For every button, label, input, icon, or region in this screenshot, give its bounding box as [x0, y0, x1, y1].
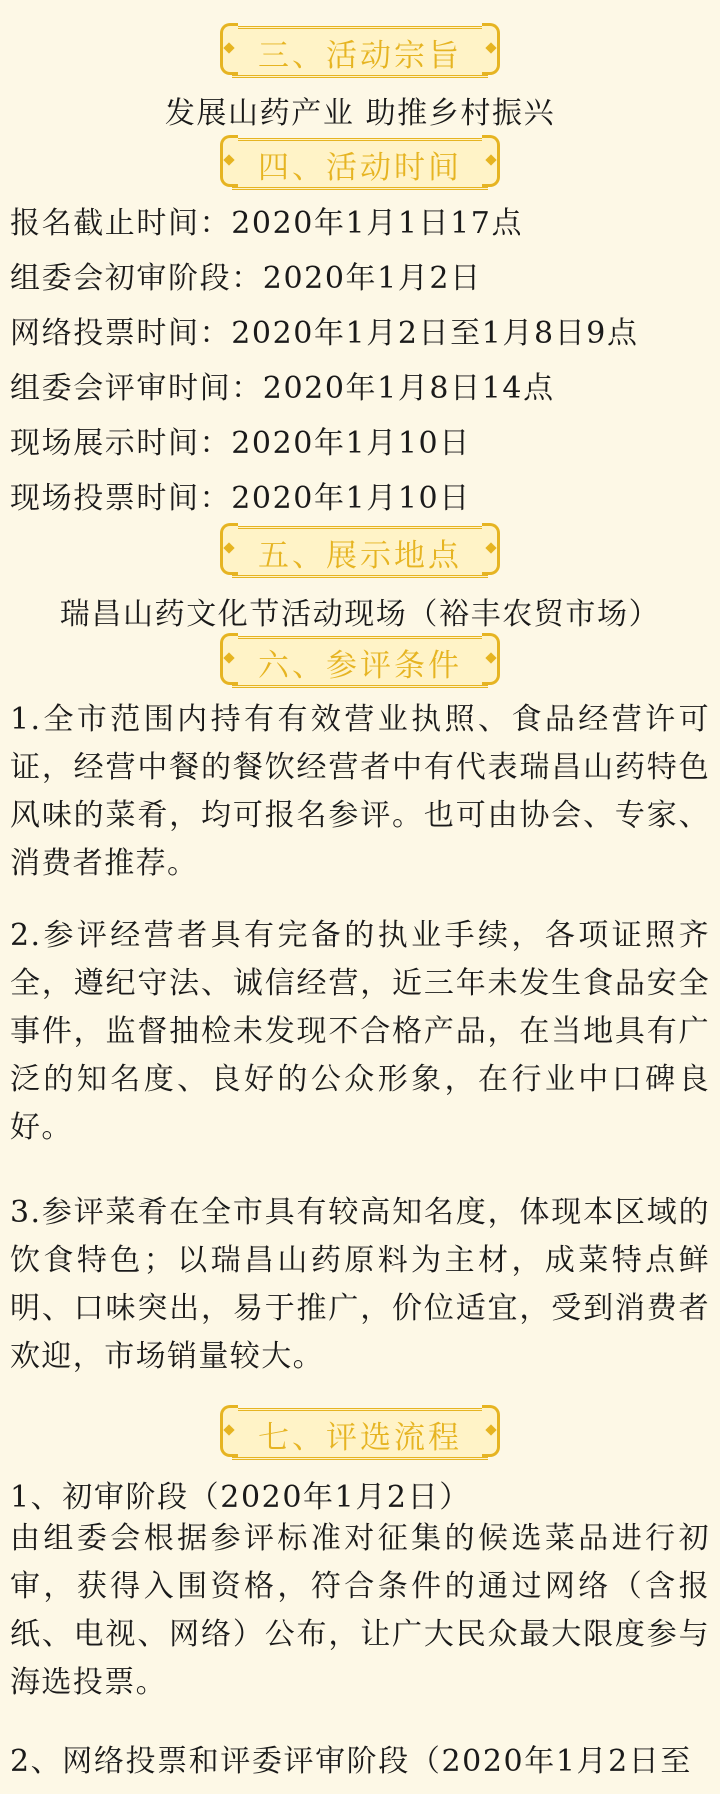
heading-title: 七、评选流程	[258, 1419, 462, 1456]
slogan-text: 发展山药产业 助推乡村振兴	[164, 96, 556, 131]
frame-ornament-left	[220, 523, 238, 575]
frame-ornament-left	[220, 23, 238, 75]
frame-ornament-left	[220, 135, 238, 187]
condition-item-2: 2.参评经营者具有完备的执业手续，各项证照齐全，遵纪守法、诚信经营，近三年未发生食品安全事件，监督抽检未发现不合格产品，在当地具有广泛的知名度、良好的公众形象，在行业中口碑良好。	[10, 918, 710, 1145]
condition-item-3: 3.参评菜肴在全市具有较高知名度，体现本区域的饮食特色；以瑞昌山药原料为主材，成菜特点鲜明、口味突出，易于推广，价位适宜，受到消费者欢迎，市场销量较大。	[10, 1195, 710, 1374]
heading-frame	[232, 1408, 488, 1460]
heading-frame	[232, 26, 488, 78]
section-heading-4	[0, 136, 720, 192]
heading-frame	[232, 138, 488, 190]
heading-title: 三、活动宗旨	[258, 37, 462, 74]
frame-ornament-left	[220, 1405, 238, 1457]
heading-title: 六、参评条件	[258, 647, 462, 684]
frame-ornament-right	[482, 633, 500, 685]
schedule-line: 组委会初审阶段：2020年1月2日	[10, 261, 482, 296]
section-heading-7	[0, 1406, 720, 1462]
process-step-title: 2、网络投票和评委评审阶段（2020年1月2日至	[10, 1744, 693, 1779]
venue-text: 瑞昌山药文化节活动现场（裕丰农贸市场）	[59, 597, 661, 632]
condition-item-1: 1.全市范围内持有有效营业执照、食品经营许可证，经营中餐的餐饮经营者中有代表瑞昌山药特色风味的菜肴，均可报名参评。也可由协会、专家、消费者推荐。	[10, 702, 710, 881]
schedule-line: 报名截止时间：2020年1月1日17点	[10, 206, 524, 241]
frame-ornament-right	[482, 1405, 500, 1457]
schedule-line: 现场展示时间：2020年1月10日	[10, 426, 471, 461]
heading-frame	[232, 526, 488, 578]
schedule-line: 现场投票时间：2020年1月10日	[10, 481, 471, 516]
schedule-line: 网络投票时间：2020年1月2日至1月8日9点	[10, 316, 639, 351]
frame-ornament-left	[220, 633, 238, 685]
frame-ornament-right	[482, 135, 500, 187]
heading-title: 四、活动时间	[258, 149, 462, 186]
heading-frame	[232, 636, 488, 688]
process-step-body: 由组委会根据参评标准对征集的候选菜品进行初审，获得入围资格，符合条件的通过网络（含报纸、电视、网络）公布，让广大民众最大限度参与海选投票。	[10, 1521, 710, 1700]
frame-ornament-right	[482, 23, 500, 75]
heading-title: 五、展示地点	[258, 537, 462, 574]
section-heading-5	[0, 524, 720, 580]
section-heading-6	[0, 634, 720, 690]
section-heading-3	[0, 24, 720, 80]
process-step-title: 1、初审阶段（2020年1月2日）	[10, 1480, 471, 1515]
schedule-line: 组委会评审时间：2020年1月8日14点	[10, 371, 555, 406]
frame-ornament-right	[482, 523, 500, 575]
